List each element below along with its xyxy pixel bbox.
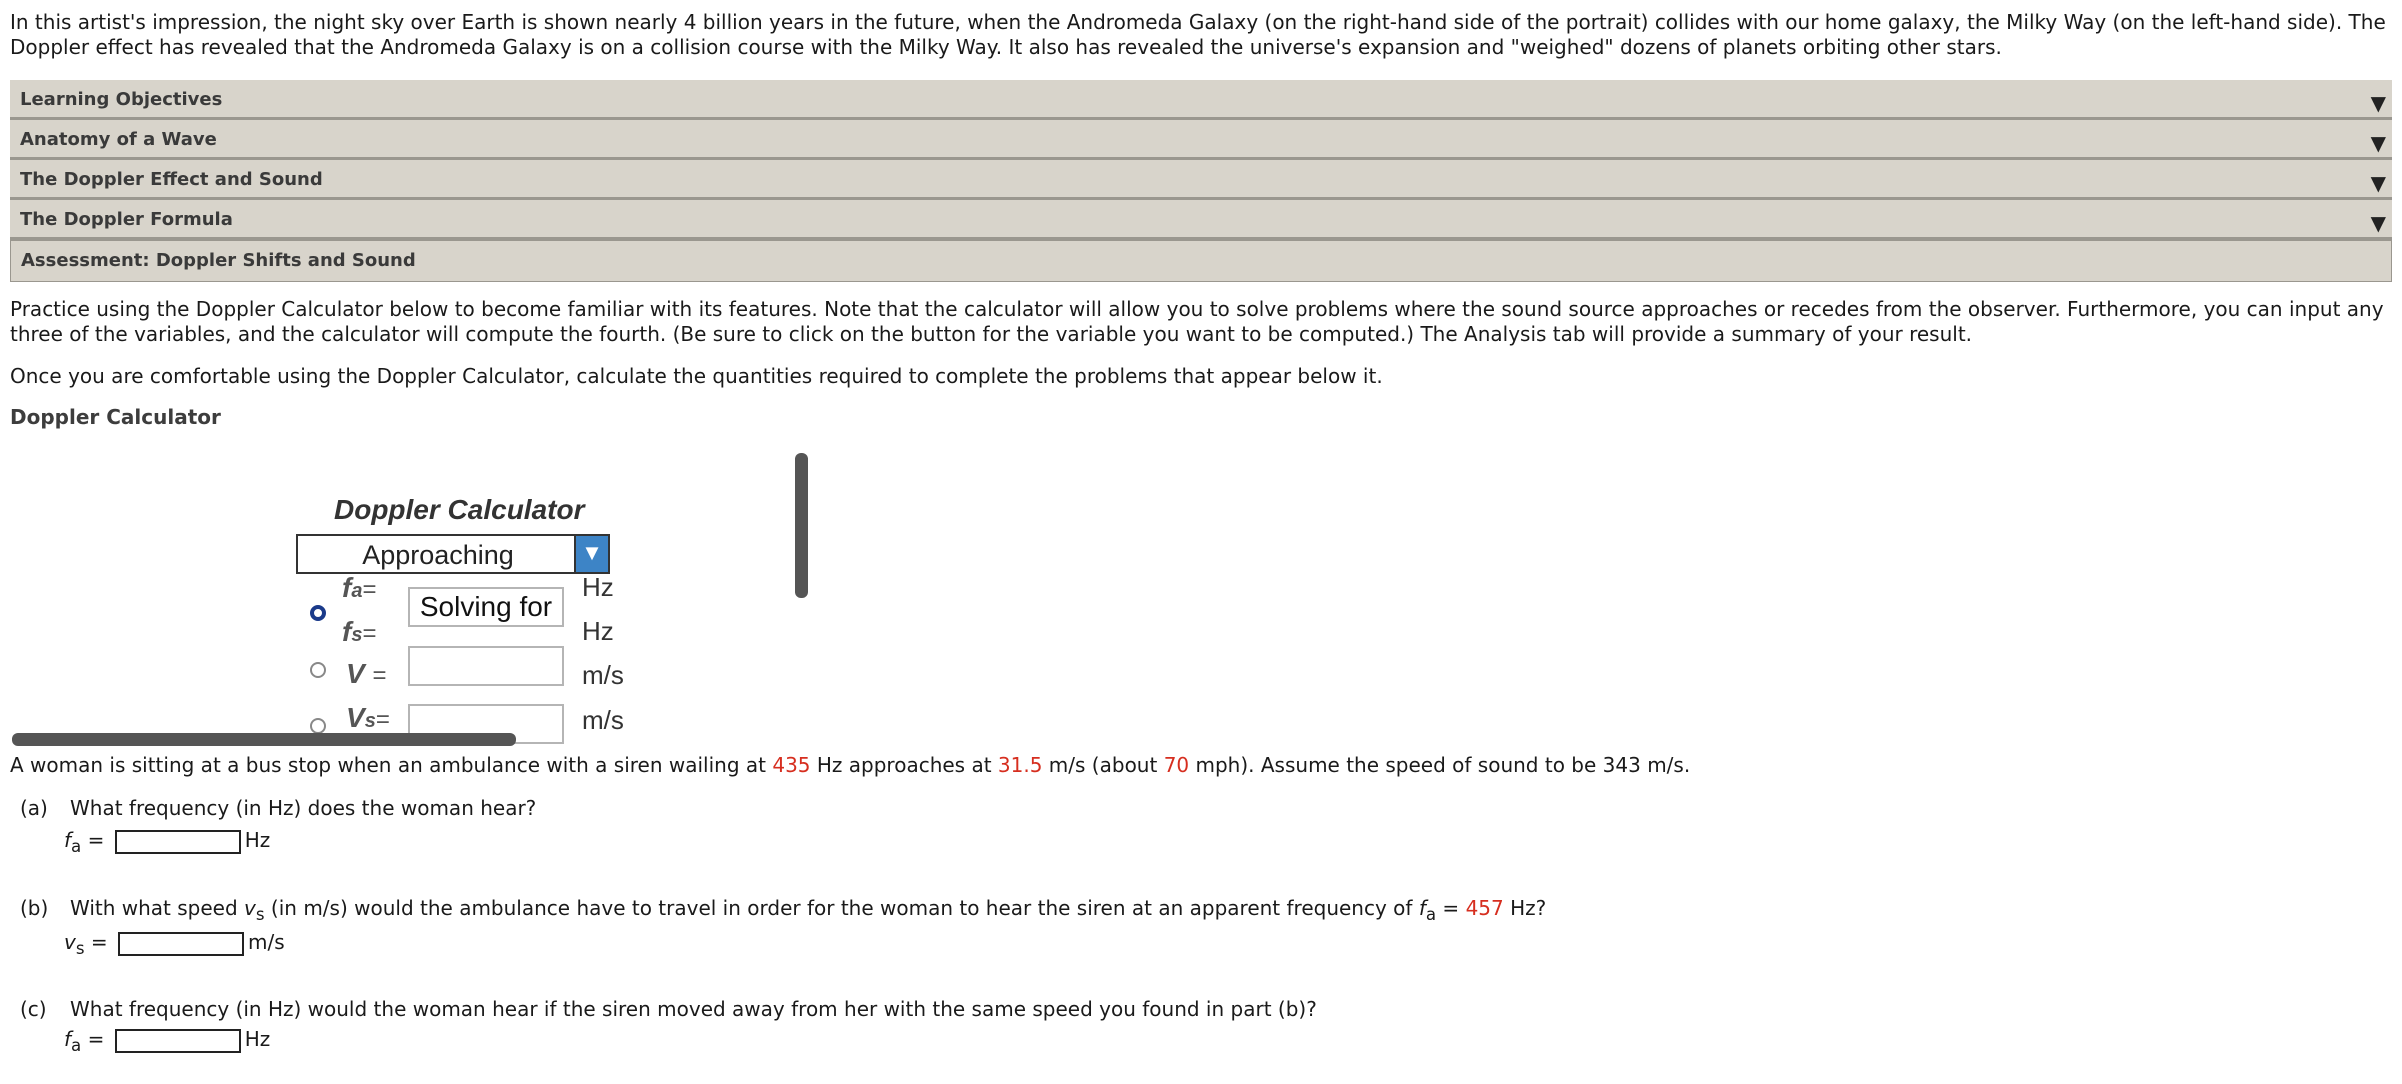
var-v-label: V = — [346, 658, 387, 689]
unit-vs: m/s — [582, 705, 624, 735]
mode-dropdown[interactable] — [296, 534, 610, 574]
dropdown-arrow-icon[interactable]: ▼ — [574, 534, 610, 574]
accordion — [10, 80, 2392, 282]
chevron-down-icon: ▼ — [2370, 211, 2386, 235]
accordion-label: Assessment: Doppler Shifts and Sound — [21, 250, 416, 271]
accordion-anatomy-of-a-wave[interactable] — [10, 120, 2392, 160]
radio-fs[interactable] — [310, 605, 326, 621]
answer-b-input[interactable] — [118, 932, 244, 956]
vertical-scrollbar[interactable] — [795, 453, 808, 598]
v-input[interactable] — [408, 646, 564, 686]
answer-row-c: $f_a = Hz$ — [64, 1027, 271, 1055]
answer-row-a: $f_a = Hz$ — [64, 828, 271, 856]
unit-fs: Hz — [582, 616, 614, 646]
speed-mph: 70 — [1163, 753, 1190, 777]
radio-v[interactable] — [310, 662, 326, 678]
intro-paragraph: In this artist's impression, the night sky over Earth is shown nearly 4 billion years in the future, when the Andromeda Galaxy (on the right-hand side of the portrait) collides with our home galaxy, the Milky Way (on the left-hand side). The Doppler effect has revealed that the Andromeda Galaxy is on a collision course with the Milky Way. It also has revealed the universe's expansion and "weighed" dozens of planets orbiting other stars. — [10, 10, 2386, 59]
accordion-label: The Doppler Effect and Sound — [20, 169, 323, 190]
var-fa-label: fa= — [342, 572, 377, 603]
answer-a-input[interactable] — [115, 830, 241, 854]
instructions-paragraph: Once you are comfortable using the Doppler Calculator, calculate the quantities required to complete the problems that appear below it. — [10, 364, 1383, 388]
section-title: Doppler Calculator — [10, 405, 221, 429]
accordion-doppler-effect-and-sound[interactable] — [10, 160, 2392, 200]
fs-input[interactable]: Solving for — [408, 587, 564, 627]
dropdown-value: Approaching — [362, 540, 514, 570]
question-c: (c) What frequency (in Hz) would the woman hear if the siren moved away from her with the same speed you found in part (b)? — [20, 997, 1317, 1021]
accordion-learning-objectives[interactable] — [10, 80, 2392, 120]
var-vs-label: Vs= — [346, 702, 390, 733]
var-fs-label: fs= — [342, 616, 377, 647]
question-b: (b) With what speed $v_s$ (in m/s) would the ambulance have to travel in order for the woman to hear the siren at an apparent frequency of $f_a = 457$ Hz? — [20, 896, 1547, 924]
chevron-down-icon: ▼ — [2370, 131, 2386, 155]
question-a: (a) What frequency (in Hz) does the woman hear? — [20, 796, 537, 820]
accordion-label: Learning Objectives — [20, 89, 223, 110]
radio-vs[interactable] — [310, 718, 326, 734]
apparent-frequency: 457 — [1465, 896, 1504, 920]
accordion-doppler-formula[interactable] — [10, 200, 2392, 240]
answer-row-b: $v_s = m/s$ — [64, 930, 285, 958]
doppler-calculator — [290, 480, 670, 750]
accordion-label: Anatomy of a Wave — [20, 129, 217, 150]
siren-frequency: 435 — [772, 753, 811, 777]
answer-c-input[interactable] — [115, 1029, 241, 1053]
ambulance-speed: 31.5 — [997, 753, 1043, 777]
practice-paragraph: Practice using the Doppler Calculator below to become familiar with its features. Note that the calculator will allow you to solve problems where the sound source approaches or recedes from the observer. Furthermore, you can input any three of the variables, and the calculator will compute the fourth. (Be sure to click on the button for the variable you want to be computed.) The Analysis tab will provide a summary of your result. — [10, 297, 2384, 346]
chevron-down-icon: ▼ — [2370, 91, 2386, 115]
problem-statement: A woman is sitting at a bus stop when an ambulance with a siren wailing at 435 Hz approaches at 31.5 m/s (about 70 mph). Assume the speed of sound to be 343 m/s. — [10, 753, 1691, 777]
accordion-assessment[interactable] — [10, 240, 2392, 282]
unit-v: m/s — [582, 660, 624, 690]
chevron-down-icon: ▼ — [2370, 171, 2386, 195]
horizontal-scrollbar[interactable] — [12, 733, 516, 746]
unit-fa: Hz — [582, 572, 614, 602]
accordion-label: The Doppler Formula — [20, 209, 233, 230]
calculator-title: Doppler Calculator — [334, 494, 585, 525]
